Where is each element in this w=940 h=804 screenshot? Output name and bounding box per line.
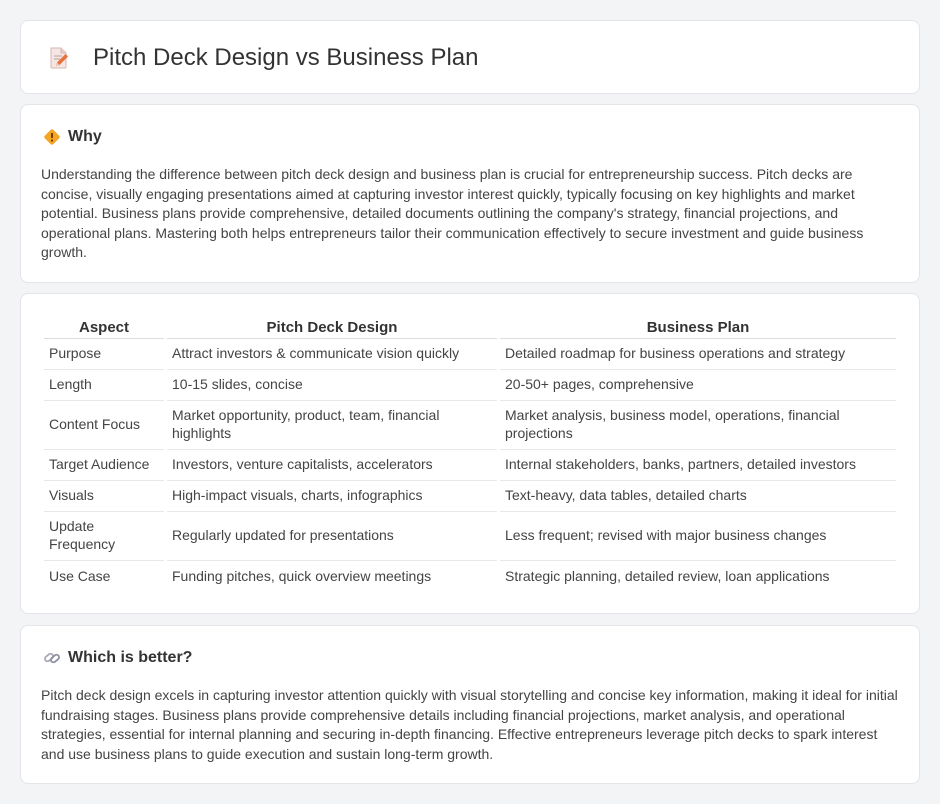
cell-business-plan: Text-heavy, data tables, detailed charts xyxy=(500,481,896,512)
cell-pitch-deck: 10-15 slides, concise xyxy=(167,370,497,401)
cell-business-plan: Internal stakeholders, banks, partners, detailed investors xyxy=(500,450,896,481)
table-row xyxy=(44,339,896,370)
cell-business-plan: 20-50+ pages, comprehensive xyxy=(500,370,896,401)
cell-business-plan: Market analysis, business model, operations, financial projections xyxy=(500,401,896,450)
cell-business-plan: Less frequent; revised with major business changes xyxy=(500,512,896,561)
cell-pitch-deck: Investors, venture capitalists, accelerators xyxy=(167,450,497,481)
link-icon xyxy=(43,649,61,667)
why-heading: Why xyxy=(68,128,102,145)
why-text: Understanding the difference between pitch deck design and business plan is crucial for entrepreneurship success. Pitch decks are concise, visually engaging presentations aimed at capturing investor interest quickly, typically focusing on key highlights and market potential. Business plans provide comprehensive, detailed documents outlining the company's strategy, financial projections, and operational plans. Mastering both helps entrepreneurs tailor their communication effectively to secure investment and guide business growth. xyxy=(41,166,864,260)
why-section xyxy=(20,104,920,283)
table-row xyxy=(44,481,896,512)
which-is-better-section xyxy=(20,625,920,784)
cell-aspect: Target Audience xyxy=(44,450,164,481)
cell-pitch-deck: Funding pitches, quick overview meetings xyxy=(172,567,432,584)
table-row xyxy=(44,561,896,592)
table-row xyxy=(44,401,896,450)
better-text: Pitch deck design excels in capturing investor attention quickly with visual storytelling and concise key information, making it ideal for initial fundraising stages. Business plans provide comprehensive details including financial projections, market analysis, and operational strategies, essential for internal planning and securing in-depth financing. Effective entrepreneurs leverage pitch decks to spark interest and use business plans to guide execution and sustain long-term growth. xyxy=(41,687,898,762)
table-header-row xyxy=(44,316,896,339)
diamond-sign-icon xyxy=(43,128,61,146)
cell-aspect: Use Case xyxy=(49,567,111,584)
title-card xyxy=(20,20,920,94)
why-heading-row xyxy=(43,128,102,146)
cell-aspect: Content Focus xyxy=(44,401,164,450)
cell-aspect: Update Frequency xyxy=(44,512,164,561)
header-business-plan: Business Plan xyxy=(500,316,896,339)
cell-pitch-deck: High-impact visuals, charts, infographics xyxy=(167,481,497,512)
cell-business-plan: Detailed roadmap for business operations and strategy xyxy=(500,339,896,370)
comparison-section xyxy=(20,293,920,614)
comparison-table xyxy=(41,316,899,592)
cell-pitch-deck: Market opportunity, product, team, financial highlights xyxy=(167,401,497,450)
table-row xyxy=(44,370,896,401)
cell-aspect: Length xyxy=(44,370,164,401)
document-pencil-icon xyxy=(47,46,71,70)
better-heading: Which is better? xyxy=(68,649,193,666)
header-pitch-deck: Pitch Deck Design xyxy=(167,316,497,339)
better-heading-row xyxy=(43,649,192,667)
cell-aspect: Purpose xyxy=(44,339,164,370)
title-row xyxy=(47,46,479,70)
table-row xyxy=(44,450,896,481)
page-title: Pitch Deck Design vs Business Plan xyxy=(93,44,479,71)
table-row xyxy=(44,512,896,561)
header-aspect: Aspect xyxy=(44,316,164,339)
cell-business-plan: Strategic planning, detailed review, loan applications xyxy=(505,567,830,584)
cell-pitch-deck: Regularly updated for presentations xyxy=(167,512,497,561)
cell-pitch-deck: Attract investors & communicate vision quickly xyxy=(167,339,497,370)
cell-aspect: Visuals xyxy=(44,481,164,512)
